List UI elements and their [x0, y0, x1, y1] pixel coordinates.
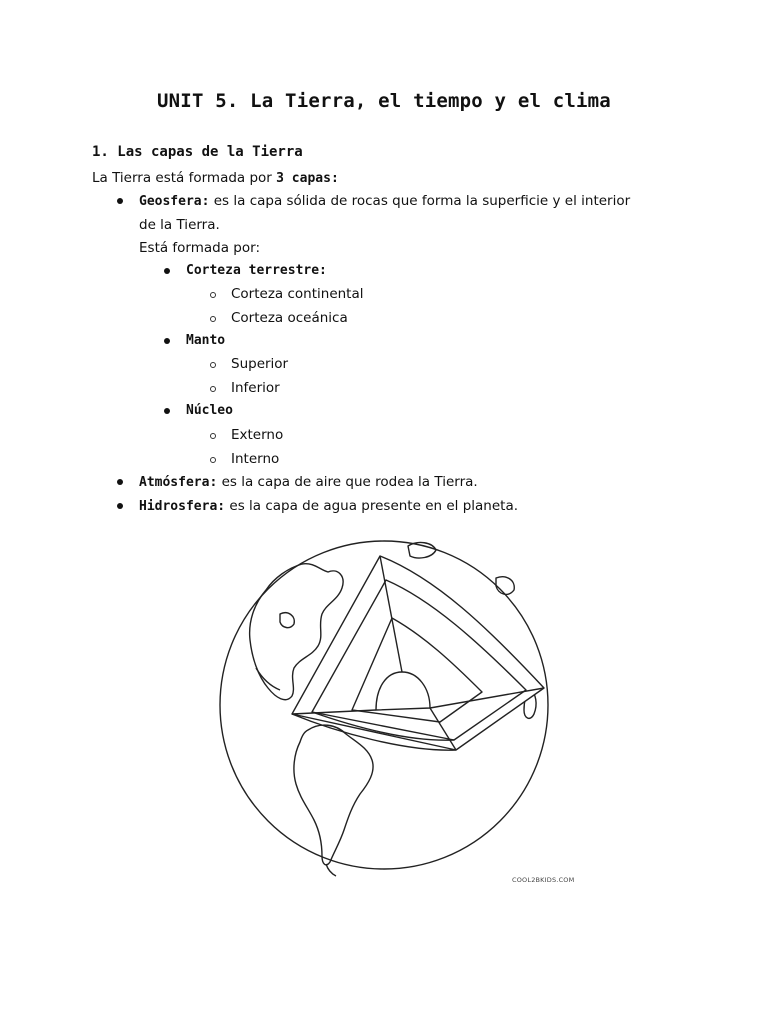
section-heading: 1. Las capas de la Tierra	[92, 144, 303, 160]
geosfera-line	[139, 193, 630, 209]
hidrosfera-label: Hidrosfera:	[139, 499, 226, 514]
geosfera-desc-1: es la capa sólida de rocas que forma la superficie y el interior	[209, 193, 631, 209]
page-title: UNIT 5. La Tierra, el tiempo y el clima	[157, 90, 611, 112]
manto-label: Manto	[186, 333, 226, 348]
image-credit: COOL2BKIDS.COM	[512, 876, 575, 884]
nucleo-item: Interno	[231, 451, 280, 467]
bullet-icon	[117, 479, 123, 485]
corteza-item: Corteza oceánica	[231, 310, 348, 326]
circle-bullet-icon	[210, 433, 216, 439]
atmosfera-line	[139, 474, 478, 490]
manto-item: Inferior	[231, 380, 280, 396]
corteza-item: Corteza continental	[231, 286, 364, 302]
corteza-label: Corteza terrestre:	[186, 263, 327, 278]
circle-bullet-icon	[210, 457, 216, 463]
circle-bullet-icon	[210, 316, 216, 322]
bullet-icon	[164, 408, 170, 414]
intro-line	[92, 170, 339, 186]
bullet-icon	[117, 503, 123, 509]
nucleo-item: Externo	[231, 427, 284, 443]
atmosfera-label: Atmósfera:	[139, 475, 218, 490]
bullet-icon	[164, 268, 170, 274]
bullet-icon	[164, 338, 170, 344]
circle-bullet-icon	[210, 362, 216, 368]
intro-bold: 3 capas:	[276, 171, 339, 186]
circle-bullet-icon	[210, 386, 216, 392]
intro-text: La Tierra está formada por	[92, 170, 277, 186]
manto-item: Superior	[231, 356, 289, 372]
geosfera-formed-by: Está formada por:	[139, 240, 260, 256]
bullet-icon	[117, 198, 123, 204]
hidrosfera-line	[139, 498, 518, 514]
nucleo-label: Núcleo	[186, 403, 233, 418]
geosfera-label: Geosfera:	[139, 194, 210, 209]
hidrosfera-desc: es la capa de agua presente en el planeta.	[225, 498, 519, 514]
atmosfera-desc: es la capa de aire que rodea la Tierra.	[217, 474, 478, 490]
earth-layers-illustration	[196, 518, 574, 890]
geosfera-desc-2: de la Tierra.	[139, 217, 220, 233]
circle-bullet-icon	[210, 292, 216, 298]
